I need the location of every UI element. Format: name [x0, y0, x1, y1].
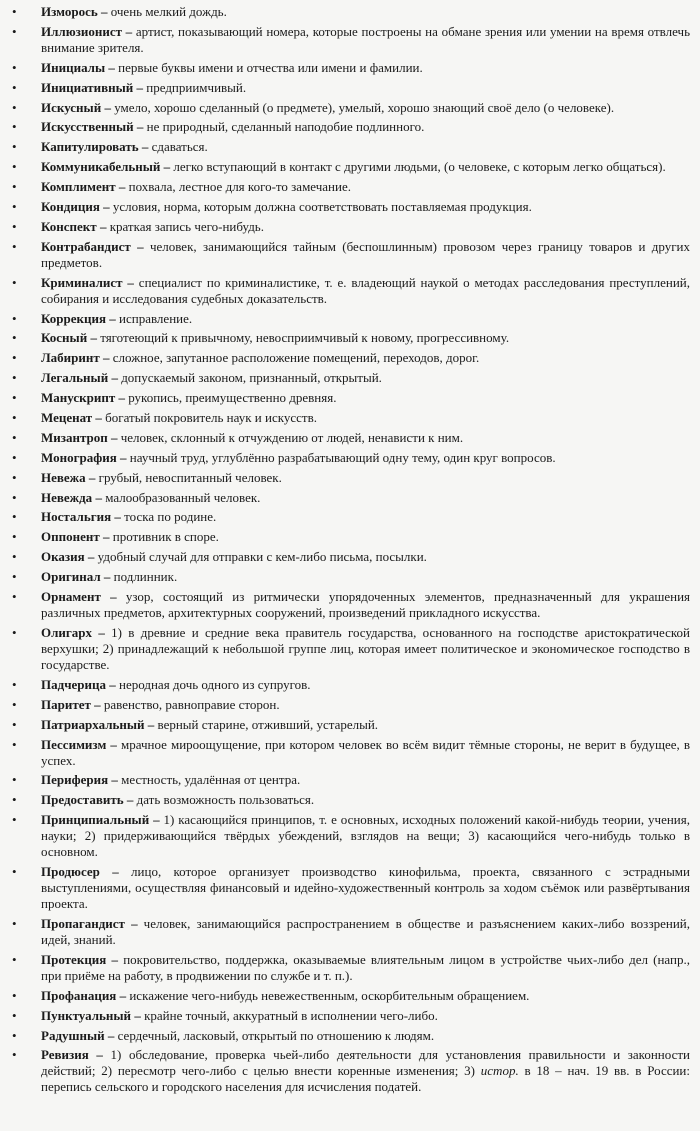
glossary-term: Предоставить: [41, 792, 124, 808]
glossary-entry: [12, 311, 690, 327]
glossary-term: Невежда: [41, 489, 93, 505]
bullet-icon: •: [12, 529, 17, 545]
glossary-definition: не природный, сделанный наподобие подлинного.: [146, 119, 425, 135]
bullet-icon: •: [12, 772, 17, 788]
glossary-definition: умело, хорошо сделанный (о предмете), умелый, хорошо знающий своё дело (о человеке).: [114, 99, 615, 115]
glossary-definition: сдаваться.: [151, 139, 208, 155]
glossary-entry: [12, 219, 690, 235]
bullet-icon: •: [12, 812, 17, 828]
glossary-definition: исправление.: [119, 310, 193, 326]
term-separator: –: [123, 792, 137, 808]
glossary-entry: [12, 792, 690, 808]
glossary-term: Комплимент: [41, 179, 116, 195]
glossary-definition: 1) обследование, проверка чьей-либо деятельности для установления правильности и законности действий; 2) пересмотр чего-либо с целью внести коренные изменения; 3): [41, 1047, 690, 1079]
glossary-term: Конспект: [41, 218, 97, 234]
bullet-icon: •: [12, 716, 17, 732]
term-separator: –: [85, 469, 99, 485]
bullet-icon: •: [12, 99, 17, 115]
glossary-entry: [12, 1047, 690, 1095]
glossary-definition: первые буквы имени и отчества или имени и фамилии.: [118, 59, 423, 75]
term-separator: –: [149, 812, 164, 828]
glossary-term: Коррекция: [41, 310, 107, 326]
glossary-term: Пессимизм: [41, 736, 107, 752]
glossary-definition: 1) в древние и средние века правитель государства, основанного на господстве аристократической верхушки; 2) принадлежащий к небольшой группе лиц, которая имеет политическое и экономическое господство в государстве.: [41, 624, 691, 672]
glossary-term: Олигарх: [41, 624, 93, 640]
glossary-definition: подлинник.: [113, 569, 178, 585]
glossary-entry: [12, 179, 690, 195]
bullet-icon: •: [12, 987, 17, 1003]
glossary-definition: верный старине, отживший, устарелый.: [157, 716, 379, 732]
definition-abbreviation: истор.: [480, 1063, 519, 1079]
glossary-entry: [12, 569, 690, 585]
glossary-entry: [12, 275, 690, 307]
glossary-definition: рукопись, преимущественно древняя.: [128, 390, 337, 406]
term-separator: –: [105, 59, 119, 75]
glossary-entry: [12, 239, 690, 271]
bullet-icon: •: [12, 199, 17, 215]
glossary-definition: тяготеющий к привычному, невосприимчивый к новому, прогрессивному.: [100, 330, 510, 346]
term-separator: –: [106, 951, 124, 967]
bullet-icon: •: [12, 489, 17, 505]
glossary-definition: богатый покровитель наук и искусств.: [105, 410, 317, 426]
glossary-entry: [12, 450, 690, 466]
glossary-term: Инициативный: [41, 79, 134, 95]
term-separator: –: [97, 4, 111, 19]
glossary-entry: [12, 677, 690, 693]
bullet-icon: •: [12, 1047, 17, 1063]
bullet-icon: •: [12, 589, 17, 605]
term-separator: –: [99, 199, 113, 215]
glossary-entry: [12, 864, 690, 912]
term-separator: –: [106, 310, 120, 326]
glossary-definition-continued: в 18 – нач. 19 вв. в России: перепись сельского и городского населения для исчисления податей.: [41, 1063, 691, 1095]
glossary-term: Ностальгия: [41, 509, 112, 525]
term-separator: –: [116, 987, 130, 1003]
bullet-icon: •: [12, 951, 17, 967]
bullet-icon: •: [12, 676, 17, 692]
term-separator: –: [130, 238, 150, 254]
glossary-entry: [12, 430, 690, 446]
glossary-term: Оказия: [41, 549, 85, 565]
bullet-icon: •: [12, 310, 17, 326]
term-separator: –: [138, 139, 152, 155]
term-separator: –: [92, 489, 106, 505]
glossary-term: Контрабандист: [41, 238, 131, 254]
glossary-term: Монография: [41, 449, 117, 465]
glossary-definition: человек, занимающийся тайным (беспошлинным) провозом через границу товаров и других предметов.: [41, 238, 691, 270]
glossary-term: Паритет: [41, 696, 91, 712]
glossary-entry: [12, 60, 690, 76]
glossary-term: Радушный: [41, 1027, 105, 1043]
glossary-definition: артист, показывающий номера, которые построены на обмане зрения или умении на время отвлечь внимание зрителя.: [41, 23, 691, 55]
glossary-term: Кондиция: [41, 199, 100, 215]
term-separator: –: [104, 1027, 118, 1043]
term-separator: –: [87, 330, 101, 346]
glossary-definition: специалист по криминалистике, т. е. владеющий наукой о методах расследования преступлений, собирания и исследования судебных доказательств.: [41, 274, 691, 306]
glossary-definition: покровительство, поддержка, оказываемые влиятельным лицом в устройстве чьих-либо дел (напр., при приёме на работу, в продвижении по службе и т. п.).: [41, 951, 690, 983]
term-separator: –: [131, 1007, 145, 1023]
glossary-term: Невежа: [41, 469, 86, 485]
glossary-entry: [12, 988, 690, 1004]
glossary-entry: [12, 1028, 690, 1044]
glossary-list: [12, 4, 690, 1095]
glossary-definition: тоска по родине.: [124, 509, 217, 525]
glossary-entry: [12, 772, 690, 788]
term-separator: –: [107, 429, 121, 445]
glossary-term: Патриархальный: [41, 716, 145, 732]
glossary-entry: [12, 490, 690, 506]
glossary-definition: равенство, равноправие сторон.: [103, 696, 280, 712]
glossary-entry: [12, 330, 690, 346]
glossary-term: Меценат: [41, 410, 93, 426]
glossary-entry: [12, 159, 690, 175]
bullet-icon: •: [12, 390, 17, 406]
term-separator: –: [144, 716, 158, 732]
term-separator: –: [115, 179, 129, 195]
glossary-entry: [12, 24, 690, 56]
glossary-term: Иллюзионист: [41, 23, 122, 39]
glossary-term: Протекция: [41, 951, 107, 967]
term-separator: –: [92, 624, 112, 640]
bullet-icon: •: [12, 238, 17, 254]
term-separator: –: [99, 864, 132, 880]
glossary-definition: противник в споре.: [112, 529, 219, 545]
glossary-definition: узор, состоящий из ритмически упорядоченных элементов, предназначенный для украшения различных предметов, архитектурных сооружений, произведений прикладного искусства.: [41, 589, 691, 621]
bullet-icon: •: [12, 330, 17, 346]
bullet-icon: •: [12, 23, 17, 39]
glossary-entry: [12, 199, 690, 215]
glossary-entry: [12, 139, 690, 155]
term-separator: –: [106, 676, 119, 692]
term-separator: –: [133, 119, 147, 135]
glossary-entry: [12, 410, 690, 426]
term-separator: –: [99, 529, 113, 545]
glossary-definition: краткая запись чего-нибудь.: [109, 218, 264, 234]
term-separator: –: [121, 23, 136, 39]
glossary-term: Профанация: [41, 987, 117, 1003]
term-separator: –: [133, 79, 147, 95]
glossary-entry: [12, 350, 690, 366]
glossary-term: Косный: [41, 330, 88, 346]
glossary-term: Пунктуальный: [41, 1007, 132, 1023]
bullet-icon: •: [12, 218, 17, 234]
glossary-term: Пропагандист: [41, 915, 125, 931]
glossary-term: Принципиальный: [41, 812, 150, 828]
term-separator: –: [122, 274, 139, 290]
glossary-entry: [12, 812, 690, 860]
glossary-definition: похвала, лестное для кого-то замечание.: [128, 179, 351, 195]
glossary-definition: 1) касающийся принципов, т. е основных, исходных положений какой-нибудь теории, учения, науки; 2) придерживающийся твёрдых убеждений, взглядов на вещи; 3) касающийся чего-нибудь только в основном.: [41, 812, 690, 860]
glossary-definition: сложное, запутанное расположение помещений, переходов, дорог.: [112, 350, 480, 366]
bullet-icon: •: [12, 139, 17, 155]
bullet-icon: •: [12, 696, 17, 712]
bullet-icon: •: [12, 449, 17, 465]
glossary-entry: [12, 952, 690, 984]
term-separator: –: [160, 159, 174, 175]
glossary-definition: сердечный, ласковый, открытый по отношению к людям.: [117, 1027, 435, 1043]
glossary-term: Лабиринт: [41, 350, 100, 366]
bullet-icon: •: [12, 624, 17, 640]
term-separator: –: [92, 410, 106, 426]
glossary-definition: удобный случай для отправки с кем-либо письма, посылки.: [97, 549, 427, 565]
glossary-definition: научный труд, углублённо разрабатывающий одну тему, один круг вопросов.: [129, 449, 556, 465]
glossary-entry: [12, 100, 690, 116]
glossary-definition: человек, занимающийся распространением в обществе и разъяснением каких-либо воззрений, идей, знаний.: [41, 915, 690, 947]
term-separator: –: [84, 549, 98, 565]
bullet-icon: •: [12, 4, 17, 19]
glossary-definition: искажение чего-нибудь невежественным, оскорбительным обращением.: [129, 987, 530, 1003]
glossary-entry: [12, 717, 690, 733]
glossary-entry: [12, 529, 690, 545]
glossary-definition: малообразованный человек.: [105, 489, 261, 505]
term-separator: –: [124, 915, 144, 931]
glossary-term: Периферия: [41, 772, 109, 788]
glossary-entry: [12, 625, 690, 673]
term-separator: –: [96, 218, 110, 234]
bullet-icon: •: [12, 370, 17, 386]
term-separator: –: [88, 1047, 111, 1063]
glossary-entry: [12, 509, 690, 525]
term-separator: –: [108, 370, 122, 386]
glossary-term: Падчерица: [41, 676, 106, 692]
bullet-icon: •: [12, 1007, 17, 1023]
bullet-icon: •: [12, 1027, 17, 1043]
bullet-icon: •: [12, 509, 17, 525]
glossary-entry: [12, 916, 690, 948]
glossary-term: Легальный: [41, 370, 109, 386]
term-separator: –: [116, 449, 130, 465]
glossary-entry: [12, 470, 690, 486]
glossary-term: Искусный: [41, 99, 102, 115]
term-separator: –: [100, 569, 114, 585]
glossary-entry: [12, 737, 690, 769]
term-separator: –: [106, 736, 121, 752]
glossary-term: Оригинал: [41, 569, 101, 585]
bullet-icon: •: [12, 469, 17, 485]
bullet-icon: •: [12, 179, 17, 195]
glossary-definition: неродная дочь одного из супругов.: [119, 676, 311, 692]
glossary-definition: допускаемый законом, признанный, открытый.: [121, 370, 382, 386]
glossary-definition: мрачное мироощущение, при котором человек во всём видит тёмные стороны, не верит в будущее, в успех.: [41, 736, 691, 768]
glossary-entry: [12, 697, 690, 713]
glossary-term: Криминалист: [41, 274, 123, 290]
glossary-definition: лицо, которое организует производство кинофильма, проекта, связанного с эстрадными выступлениями, осуществляя финансовый и идейно-художественный контроль за ходом съёмок или развёртывания проекта.: [41, 864, 690, 912]
bullet-icon: •: [12, 79, 17, 95]
glossary-entry: [12, 119, 690, 135]
glossary-entry: [12, 390, 690, 406]
glossary-term: Манускрипт: [41, 390, 116, 406]
bullet-icon: •: [12, 410, 17, 426]
term-separator: –: [111, 509, 125, 525]
term-separator: –: [90, 696, 104, 712]
term-separator: –: [101, 99, 115, 115]
term-separator: –: [108, 772, 122, 788]
bullet-icon: •: [12, 59, 17, 75]
bullet-icon: •: [12, 864, 17, 880]
glossary-definition: грубый, невоспитанный человек.: [98, 469, 282, 485]
glossary-definition: дать возможность пользоваться.: [136, 792, 315, 808]
glossary-entry: [12, 589, 690, 621]
glossary-term: Оппонент: [41, 529, 100, 545]
glossary-term: Изморось: [41, 4, 98, 19]
bullet-icon: •: [12, 792, 17, 808]
term-separator: –: [100, 589, 126, 605]
glossary-definition: предприимчивый.: [146, 79, 247, 95]
glossary-definition: крайне точный, аккуратный в исполнении чего-либо.: [144, 1007, 438, 1023]
glossary-term: Инициалы: [41, 59, 106, 75]
glossary-entry: [12, 1008, 690, 1024]
bullet-icon: •: [12, 159, 17, 175]
glossary-definition: условия, норма, которым должна соответствовать поставляемая продукция.: [112, 199, 532, 215]
glossary-term: Ревизия: [41, 1047, 89, 1063]
bullet-icon: •: [12, 119, 17, 135]
glossary-entry: [12, 4, 690, 20]
bullet-icon: •: [12, 274, 17, 290]
bullet-icon: •: [12, 569, 17, 585]
glossary-definition: человек, склонный к отчуждению от людей, ненависти к ним.: [120, 429, 464, 445]
glossary-term: Мизантроп: [41, 429, 108, 445]
glossary-definition: местность, удалённая от центра.: [121, 772, 301, 788]
glossary-definition: очень мелкий дождь.: [110, 4, 227, 19]
glossary-entry: [12, 549, 690, 565]
bullet-icon: •: [12, 350, 17, 366]
glossary-entry: [12, 370, 690, 386]
bullet-icon: •: [12, 736, 17, 752]
bullet-icon: •: [12, 915, 17, 931]
glossary-term: Орнамент: [41, 589, 101, 605]
glossary-definition: легко вступающий в контакт с другими людьми, (о человеке, с которым легко общаться).: [173, 159, 666, 175]
bullet-icon: •: [12, 429, 17, 445]
glossary-term: Капитулировать: [41, 139, 139, 155]
glossary-term: Коммуникабельный: [41, 159, 161, 175]
bullet-icon: •: [12, 549, 17, 565]
glossary-term: Продюсер: [41, 864, 100, 880]
term-separator: –: [115, 390, 129, 406]
term-separator: –: [99, 350, 113, 366]
glossary-entry: [12, 80, 690, 96]
glossary-term: Искусственный: [41, 119, 134, 135]
